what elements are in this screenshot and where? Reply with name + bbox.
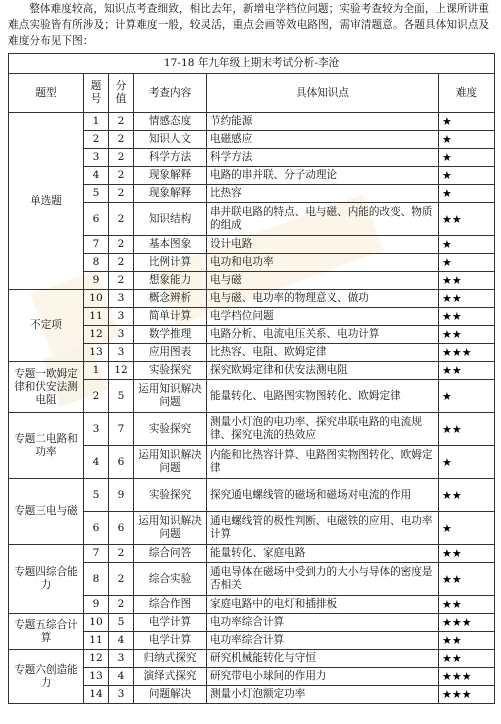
knowledge-cell: 电学档位问题 — [207, 308, 439, 326]
exam-analysis-table — [8, 53, 495, 704]
table-body — [9, 113, 495, 704]
content-cell: 知识结构 — [134, 203, 207, 236]
question-number-cell: 1 — [84, 362, 109, 380]
score-cell: 2 — [109, 149, 134, 167]
content-cell: 电学计算 — [134, 614, 207, 632]
content-cell: 综合实验 — [134, 563, 207, 596]
question-number-cell: 2 — [84, 131, 109, 149]
question-number-cell: 7 — [84, 236, 109, 254]
difficulty-stars: ★★ — [439, 272, 495, 290]
question-number-cell: 1 — [84, 113, 109, 131]
score-cell: 2 — [109, 131, 134, 149]
difficulty-stars: ★★ — [439, 308, 495, 326]
knowledge-cell: 电路分析、电流电压关系、电功计算 — [207, 326, 439, 344]
score-cell: 2 — [109, 185, 134, 203]
content-cell: 情感态度 — [134, 113, 207, 131]
knowledge-cell: 比热容 — [207, 185, 439, 203]
knowledge-cell: 电功率综合计算 — [207, 632, 439, 650]
table-title: 17-18 年九年级上期末考试分析-李沧 — [9, 54, 495, 74]
score-cell: 4 — [109, 632, 134, 650]
question-number-cell: 11 — [84, 632, 109, 650]
difficulty-stars: ★ — [439, 236, 495, 254]
score-cell: 2 — [109, 254, 134, 272]
content-cell: 基本图象 — [134, 236, 207, 254]
content-cell: 运用知识解决问题 — [134, 512, 207, 545]
question-number-cell: 11 — [84, 308, 109, 326]
content-cell: 比例计算 — [134, 254, 207, 272]
header-score: 分值 — [109, 74, 134, 113]
question-type-cell: 专题二电路和功率 — [9, 413, 84, 479]
intro-text: 整体难度较高，知识点考查细致，相比去年，新增电学档位问题；实验考查较为全面，上课所讲重难点实验皆有所涉及；计算难度一般，较灵活，重点会画等效电路图，需审清题意。各题具体知识点及难度分布见下图： — [8, 3, 490, 47]
difficulty-stars: ★ — [439, 254, 495, 272]
header-knowledge: 具体知识点 — [207, 74, 439, 113]
knowledge-cell: 电路的串并联、分子动理论 — [207, 167, 439, 185]
difficulty-stars: ★★ — [439, 650, 495, 668]
question-type-cell: 专题三电与磁 — [9, 479, 84, 545]
difficulty-stars: ★★ — [439, 362, 495, 380]
knowledge-cell: 内能和比热容计算、电路图实物图转化、欧姆定律 — [207, 446, 439, 479]
score-cell: 2 — [109, 563, 134, 596]
question-number-cell: 4 — [84, 167, 109, 185]
content-cell: 想象能力 — [134, 272, 207, 290]
difficulty-stars: ★★ — [439, 545, 495, 563]
difficulty-stars: ★ — [439, 113, 495, 131]
question-type-cell: 不定项 — [9, 290, 84, 362]
question-type-cell: 专题五综合计算 — [9, 614, 84, 650]
difficulty-stars: ★ — [439, 185, 495, 203]
content-cell: 现象解释 — [134, 167, 207, 185]
question-number-cell: 7 — [84, 545, 109, 563]
score-cell: 4 — [109, 668, 134, 686]
question-type-cell: 专题四综合能力 — [9, 545, 84, 614]
knowledge-cell: 能量转化、家庭电路 — [207, 545, 439, 563]
question-number-cell: 3 — [84, 413, 109, 446]
difficulty-stars: ★ — [439, 167, 495, 185]
content-cell: 演绎式探究 — [134, 668, 207, 686]
question-number-cell: 4 — [84, 446, 109, 479]
difficulty-stars: ★ — [439, 512, 495, 545]
content-cell: 综合作图 — [134, 596, 207, 614]
content-cell: 综合问答 — [134, 545, 207, 563]
score-cell: 2 — [109, 545, 134, 563]
content-cell: 运用知识解决问题 — [134, 446, 207, 479]
score-cell: 2 — [109, 203, 134, 236]
question-number-cell: 10 — [84, 614, 109, 632]
knowledge-cell: 设计电路 — [207, 236, 439, 254]
knowledge-cell: 科学方法 — [207, 149, 439, 167]
question-number-cell: 9 — [84, 272, 109, 290]
knowledge-cell: 家庭电路中的电灯和插排板 — [207, 596, 439, 614]
score-cell: 2 — [109, 236, 134, 254]
knowledge-cell: 节约能源 — [207, 113, 439, 131]
score-cell: 3 — [109, 308, 134, 326]
difficulty-stars: ★ — [439, 380, 495, 413]
knowledge-cell: 电功和电功率 — [207, 254, 439, 272]
difficulty-stars: ★★ — [439, 596, 495, 614]
content-cell: 应用图表 — [134, 344, 207, 362]
score-cell: 2 — [109, 596, 134, 614]
knowledge-cell: 电与磁、电功率的物理意义、做功 — [207, 290, 439, 308]
score-cell: 7 — [109, 413, 134, 446]
question-number-cell: 2 — [84, 380, 109, 413]
knowledge-cell: 通电螺线管的极性判断、电磁铁的应用、电功率计算 — [207, 512, 439, 545]
content-cell: 科学方法 — [134, 149, 207, 167]
content-cell: 实验探究 — [134, 362, 207, 380]
table-row — [9, 413, 495, 446]
content-cell: 实验探究 — [134, 479, 207, 512]
question-number-cell: 12 — [84, 326, 109, 344]
question-number-cell: 3 — [84, 149, 109, 167]
knowledge-cell: 比热容、电阻、欧姆定律 — [207, 344, 439, 362]
score-cell: 3 — [109, 344, 134, 362]
header-difficulty: 难度 — [439, 74, 495, 113]
question-number-cell: 6 — [84, 512, 109, 545]
question-number-cell: 5 — [84, 185, 109, 203]
table-row — [9, 113, 495, 131]
table-header-row — [9, 74, 495, 113]
difficulty-stars: ★★★ — [439, 686, 495, 704]
score-cell: 3 — [109, 326, 134, 344]
question-number-cell: 9 — [84, 596, 109, 614]
header-type: 题型 — [9, 74, 84, 113]
question-number-cell: 8 — [84, 563, 109, 596]
content-cell: 简单计算 — [134, 308, 207, 326]
difficulty-stars: ★★ — [439, 326, 495, 344]
question-number-cell: 12 — [84, 650, 109, 668]
question-number-cell: 5 — [84, 479, 109, 512]
knowledge-cell: 探究欧姆定律和伏安法测电阻 — [207, 362, 439, 380]
knowledge-cell: 研究带电小球间的作用力 — [207, 668, 439, 686]
score-cell: 2 — [109, 167, 134, 185]
difficulty-stars: ★★ — [439, 413, 495, 446]
content-cell: 知识人文 — [134, 131, 207, 149]
content-cell: 电学计算 — [134, 632, 207, 650]
question-number-cell: 8 — [84, 254, 109, 272]
knowledge-cell: 能量转化、电路图实物图转化、欧姆定律 — [207, 380, 439, 413]
score-cell: 2 — [109, 113, 134, 131]
score-cell: 5 — [109, 614, 134, 632]
knowledge-cell: 电与磁 — [207, 272, 439, 290]
score-cell: 3 — [109, 686, 134, 704]
knowledge-cell: 测量小灯泡额定功率 — [207, 686, 439, 704]
question-number-cell: 13 — [84, 344, 109, 362]
content-cell: 问题解决 — [134, 686, 207, 704]
table-row — [9, 479, 495, 512]
score-cell: 5 — [109, 380, 134, 413]
content-cell: 运用知识解决问题 — [134, 380, 207, 413]
knowledge-cell: 研究机械能转化与守恒 — [207, 650, 439, 668]
content-cell: 概念辨析 — [134, 290, 207, 308]
score-cell: 9 — [109, 479, 134, 512]
knowledge-cell: 测量小灯泡的电功率、探究串联电路的电流规律、探究电流的热效应 — [207, 413, 439, 446]
score-cell: 6 — [109, 446, 134, 479]
table-row — [9, 545, 495, 563]
question-number-cell: 6 — [84, 203, 109, 236]
knowledge-cell: 探究通电螺线管的磁场和磁场对电流的作用 — [207, 479, 439, 512]
table-row — [9, 362, 495, 380]
difficulty-stars: ★ — [439, 446, 495, 479]
difficulty-stars: ★★ — [439, 632, 495, 650]
difficulty-stars: ★★★ — [439, 668, 495, 686]
table-row — [9, 650, 495, 668]
header-num: 题号 — [84, 74, 109, 113]
knowledge-cell: 电功率综合计算 — [207, 614, 439, 632]
table-row — [9, 614, 495, 632]
question-type-cell: 专题六创造能力 — [9, 650, 84, 704]
difficulty-stars: ★★★ — [439, 614, 495, 632]
header-content: 考查内容 — [134, 74, 207, 113]
difficulty-stars: ★★ — [439, 290, 495, 308]
score-cell: 3 — [109, 650, 134, 668]
score-cell: 12 — [109, 362, 134, 380]
question-type-cell: 专题一欧姆定律和伏安法测电阻 — [9, 362, 84, 413]
knowledge-cell: 电磁感应 — [207, 131, 439, 149]
difficulty-stars: ★★ — [439, 563, 495, 596]
difficulty-stars: ★ — [439, 149, 495, 167]
content-cell: 实验探究 — [134, 413, 207, 446]
content-cell: 现象解释 — [134, 185, 207, 203]
knowledge-cell: 通电导体在磁场中受到力的大小与导体的密度是否相关 — [207, 563, 439, 596]
score-cell: 6 — [109, 512, 134, 545]
difficulty-stars: ★★ — [439, 203, 495, 236]
difficulty-stars: ★★ — [439, 479, 495, 512]
score-cell: 3 — [109, 290, 134, 308]
intro-paragraph — [8, 1, 494, 49]
knowledge-cell: 串并联电路的特点、电与磁、内能的改变、物质的组成 — [207, 203, 439, 236]
score-cell: 2 — [109, 272, 134, 290]
content-cell: 数学推理 — [134, 326, 207, 344]
difficulty-stars: ★★★ — [439, 344, 495, 362]
difficulty-stars: ★ — [439, 131, 495, 149]
question-type-cell: 单选题 — [9, 113, 84, 290]
question-number-cell: 10 — [84, 290, 109, 308]
question-number-cell: 13 — [84, 668, 109, 686]
table-row — [9, 290, 495, 308]
question-number-cell: 14 — [84, 686, 109, 704]
content-cell: 归纳式探究 — [134, 650, 207, 668]
